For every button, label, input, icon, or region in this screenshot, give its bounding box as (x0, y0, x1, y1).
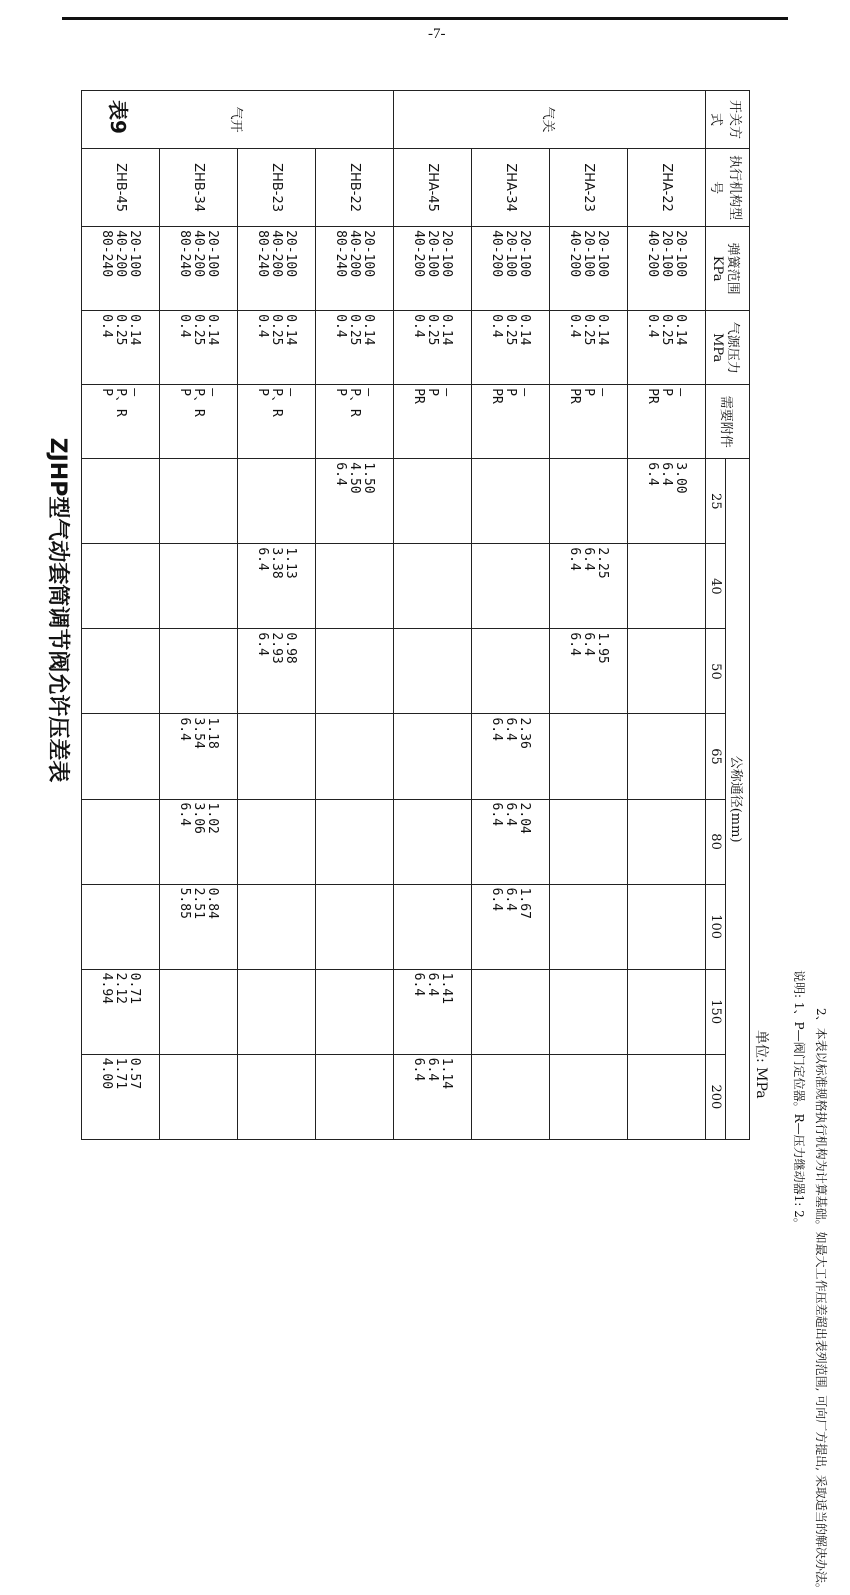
dn-50-cell-value: 6.4 (581, 632, 597, 656)
air-supply-cell-value: 0.4 (333, 314, 349, 338)
dn-200-cell (550, 1054, 628, 1139)
dn-80-cell-value: 2.04 (517, 802, 533, 834)
accessory-cell-value: P、R (113, 388, 129, 417)
spring-range-cell-value: 20-100 (439, 230, 455, 278)
dn-80-cell (472, 799, 550, 884)
dn-25-cell (82, 459, 160, 544)
note-1: 说明: 1、P—阀门定位器。R—压力继动器1: 2。 (792, 970, 806, 1230)
spring-range-cell-value: 20-100 (503, 230, 519, 278)
air-supply-cell-value: 0.25 (503, 314, 519, 346)
header-dn-25: 25 (706, 459, 726, 544)
dn-80-cell-value: 6.4 (503, 802, 519, 827)
dn-40-cell-value: 6.4 (581, 547, 597, 571)
model-cell: ZHA-45 (394, 149, 472, 227)
dn-150-cell (472, 969, 550, 1054)
dn-40-cell (394, 544, 472, 629)
dn-40-cell (628, 544, 706, 629)
spring-range-cell-value: 20-100 (361, 230, 377, 278)
pressure-diff-table (81, 90, 750, 1140)
dn-40-cell (316, 544, 394, 629)
dn-200-cell-value: 6.4 (411, 1057, 427, 1082)
dn-200-cell (82, 1054, 160, 1139)
header-dn-150: 150 (706, 969, 726, 1054)
accessory-cell-value: — (517, 388, 533, 397)
dn-80-cell (160, 799, 238, 884)
dn-40-cell-value: 3.38 (269, 547, 285, 579)
air-supply-cell (316, 311, 394, 385)
dn-25-cell-value: 6.4 (333, 462, 349, 486)
dn-100-cell (160, 884, 238, 969)
air-supply-cell-value: 0.14 (439, 314, 455, 346)
header-mode: 开关方式 (706, 91, 750, 149)
dn-200-cell (394, 1054, 472, 1139)
dn-100-cell-value: 6.4 (503, 887, 519, 912)
header-accessory: 需要附件 (706, 385, 750, 459)
dn-65-cell (394, 714, 472, 799)
accessory-cell-value: — (205, 388, 221, 397)
spring-range-cell (550, 227, 628, 311)
accessory-cell-value: PR (489, 388, 505, 404)
dn-150-cell-value: 2.12 (113, 972, 129, 1004)
table-body (82, 91, 706, 1140)
spring-range-cell-value: 20-100 (283, 230, 299, 278)
dn-50-cell (394, 629, 472, 714)
header-model: 执行机构型号 (706, 149, 750, 227)
model-cell: ZHB-34 (160, 149, 238, 227)
accessory-cell-value: P (659, 388, 675, 397)
spring-range-cell-value: 20-100 (581, 230, 597, 278)
dn-80-cell (238, 799, 316, 884)
air-supply-cell-value: 0.4 (177, 314, 193, 338)
dn-40-cell (238, 544, 316, 629)
page-number: -7- (428, 26, 446, 42)
air-supply-cell-value: 0.25 (269, 314, 285, 346)
header-dn-50: 50 (706, 629, 726, 714)
dn-150-cell-value: 4.94 (99, 972, 115, 1004)
air-supply-cell-value: 0.14 (595, 314, 611, 346)
spring-range-cell-value: 40-200 (645, 230, 661, 278)
accessory-cell (628, 385, 706, 459)
unit-label: 单位: MPa (753, 1030, 769, 1099)
air-supply-cell-value: 0.4 (255, 314, 271, 338)
spring-range-cell (316, 227, 394, 311)
air-supply-cell (82, 311, 160, 385)
dn-150-cell-value: 6.4 (425, 972, 441, 997)
accessory-cell (472, 385, 550, 459)
model-cell: ZHA-23 (550, 149, 628, 227)
spring-range-cell-value: 20-100 (595, 230, 611, 278)
dn-200-cell-value: 6.4 (425, 1057, 441, 1082)
table-row (160, 91, 238, 1140)
dn-25-cell (316, 459, 394, 544)
dn-200-cell (628, 1054, 706, 1139)
accessory-cell-value: P (255, 388, 271, 397)
dn-80-cell (316, 799, 394, 884)
dn-40-cell (550, 544, 628, 629)
dn-150-cell (82, 969, 160, 1054)
spring-range-cell-value: 80-240 (255, 230, 271, 278)
dn-25-cell (472, 459, 550, 544)
air-supply-cell-value: 0.4 (645, 314, 661, 338)
dn-65-cell-value: 6.4 (177, 717, 193, 741)
model-cell: ZHB-45 (82, 149, 160, 227)
spring-range-cell-value: 40-200 (113, 230, 129, 278)
accessory-cell-value: P (177, 388, 193, 397)
dn-100-cell-value: 6.4 (489, 887, 505, 912)
accessory-cell-value: P (581, 388, 597, 397)
spring-range-cell-value: 80-240 (99, 230, 115, 278)
model-cell: ZHB-22 (316, 149, 394, 227)
dn-150-cell (238, 969, 316, 1054)
dn-150-cell-value: 6.4 (411, 972, 427, 997)
air-supply-cell-value: 0.4 (567, 314, 583, 338)
air-supply-cell-value: 0.4 (489, 314, 505, 338)
accessory-cell-value: P、R (269, 388, 285, 417)
dn-200-cell (238, 1054, 316, 1139)
dn-25-cell (160, 459, 238, 544)
accessory-cell (550, 385, 628, 459)
table-row (472, 91, 550, 1140)
spring-range-cell-value: 80-240 (177, 230, 193, 278)
dn-40-cell (472, 544, 550, 629)
air-supply-cell-value: 0.14 (127, 314, 143, 346)
dn-80-cell-value: 6.4 (177, 802, 193, 827)
air-supply-cell-value: 0.4 (411, 314, 427, 338)
spring-range-cell-value: 20-100 (425, 230, 441, 278)
dn-100-cell (316, 884, 394, 969)
dn-65-cell-value: 6.4 (503, 717, 519, 741)
dn-80-cell (82, 799, 160, 884)
table-row (628, 91, 706, 1140)
dn-80-cell (628, 799, 706, 884)
dn-40-cell (160, 544, 238, 629)
dn-150-cell-value: 1.41 (439, 972, 455, 1004)
dn-100-cell-value: 2.51 (191, 887, 207, 919)
dn-25-cell-value: 4.50 (347, 462, 363, 494)
dn-50-cell-value: 6.4 (255, 632, 271, 656)
model-cell: ZHB-23 (238, 149, 316, 227)
dn-200-cell-value: 1.14 (439, 1057, 455, 1090)
mode-cell: 气关 (394, 91, 706, 149)
dn-100-cell (628, 884, 706, 969)
table-title: ZJHP型气动套筒调节阀允许压差表 (45, 437, 70, 783)
dn-100-cell-value: 0.84 (205, 887, 221, 919)
dn-65-cell-value: 6.4 (489, 717, 505, 741)
spring-range-cell (82, 227, 160, 311)
dn-200-cell-value: 4.00 (99, 1057, 115, 1090)
spring-range-cell-value: 40-200 (411, 230, 427, 278)
spring-range-cell-value: 40-200 (191, 230, 207, 278)
dn-65-cell (472, 714, 550, 799)
dn-100-cell (238, 884, 316, 969)
dn-40-cell-value: 6.4 (255, 547, 271, 571)
accessory-cell-value: P (99, 388, 115, 397)
accessory-cell-value: P (425, 388, 441, 397)
dn-80-cell-value: 6.4 (489, 802, 505, 827)
dn-80-cell-value: 1.02 (205, 802, 221, 834)
dn-50-cell (82, 629, 160, 714)
dn-200-cell (160, 1054, 238, 1139)
header-dn-80: 80 (706, 799, 726, 884)
spring-range-cell (472, 227, 550, 311)
air-supply-cell-value: 0.25 (659, 314, 675, 346)
air-supply-cell (238, 311, 316, 385)
accessory-cell-value: P、R (347, 388, 363, 417)
dn-50-cell (550, 629, 628, 714)
air-supply-cell (160, 311, 238, 385)
dn-65-cell (238, 714, 316, 799)
air-supply-cell-value: 0.14 (361, 314, 377, 346)
note-2: 2、本表以标准规格执行机构为计算基础。如最大工作压差超出表列范围, 可向厂方提出, 采取适当的解决办法。 (814, 1008, 828, 1595)
header-dn-100: 100 (706, 884, 726, 969)
dn-25-cell-value: 1.50 (361, 462, 377, 494)
dn-40-cell (82, 544, 160, 629)
dn-50-cell-value: 6.4 (567, 632, 583, 656)
dn-65-cell-value: 1.18 (205, 717, 221, 749)
accessory-cell (238, 385, 316, 459)
air-supply-cell-value: 0.14 (517, 314, 533, 346)
dn-80-cell-value: 3.06 (191, 802, 207, 834)
dn-100-cell (472, 884, 550, 969)
spring-range-cell-value: 40-200 (269, 230, 285, 278)
air-supply-cell-value: 0.4 (99, 314, 115, 338)
header-air-supply: 气源压力 MPa (706, 311, 750, 385)
dn-100-cell (394, 884, 472, 969)
header-dn-200: 200 (706, 1054, 726, 1139)
dn-100-cell (82, 884, 160, 969)
air-supply-cell-value: 0.14 (205, 314, 221, 346)
dn-25-cell-value: 6.4 (645, 462, 661, 486)
dn-200-cell (472, 1054, 550, 1139)
air-supply-cell-value: 0.25 (347, 314, 363, 346)
air-supply-cell (550, 311, 628, 385)
dn-150-cell-value: 0.71 (127, 972, 143, 1004)
dn-40-cell-value: 1.13 (283, 547, 299, 579)
dn-50-cell (628, 629, 706, 714)
dn-150-cell (550, 969, 628, 1054)
table-row (316, 91, 394, 1140)
dn-150-cell (316, 969, 394, 1054)
accessory-cell-value: — (361, 388, 377, 397)
table-row (550, 91, 628, 1140)
dn-65-cell-value: 3.54 (191, 717, 207, 749)
accessory-cell-value: — (127, 388, 143, 397)
accessory-cell-value: P (503, 388, 519, 397)
accessory-cell-value: P (333, 388, 349, 397)
spring-range-cell-value: 80-240 (333, 230, 349, 278)
spring-range-cell (628, 227, 706, 311)
accessory-cell-value: — (673, 388, 689, 397)
accessory-cell-value: PR (645, 388, 661, 404)
table-row (394, 91, 472, 1140)
dn-50-cell (472, 629, 550, 714)
spring-range-cell-value: 20-100 (659, 230, 675, 278)
dn-40-cell-value: 6.4 (567, 547, 583, 571)
accessory-cell-value: P、R (191, 388, 207, 417)
dn-100-cell-value: 5.85 (177, 887, 193, 919)
accessory-cell (160, 385, 238, 459)
model-cell: ZHA-34 (472, 149, 550, 227)
dn-200-cell-value: 0.57 (127, 1057, 143, 1090)
accessory-cell-value: — (439, 388, 455, 397)
dn-65-cell (628, 714, 706, 799)
table-row (238, 91, 316, 1140)
dn-150-cell (160, 969, 238, 1054)
air-supply-cell-value: 0.25 (425, 314, 441, 346)
spring-range-cell-value: 20-100 (127, 230, 143, 278)
dn-65-cell (316, 714, 394, 799)
dn-200-cell-value: 1.71 (113, 1057, 129, 1090)
header-row-1 (726, 91, 750, 1140)
accessory-cell-value: — (283, 388, 299, 397)
dn-100-cell (550, 884, 628, 969)
accessory-cell (82, 385, 160, 459)
dn-50-cell (238, 629, 316, 714)
dn-40-cell-value: 2.25 (595, 547, 611, 579)
air-supply-cell-value: 0.14 (673, 314, 689, 346)
header-dn-40: 40 (706, 544, 726, 629)
dn-65-cell-value: 2.36 (517, 717, 533, 749)
air-supply-cell-value: 0.14 (283, 314, 299, 346)
table-number: 表9 (106, 100, 130, 134)
spring-range-cell-value: 20-100 (673, 230, 689, 278)
mode-cell: 气开 (82, 91, 394, 149)
dn-25-cell (238, 459, 316, 544)
dn-80-cell (550, 799, 628, 884)
spring-range-cell-value: 40-200 (347, 230, 363, 278)
dn-80-cell (394, 799, 472, 884)
dn-25-cell-value: 6.4 (659, 462, 675, 486)
dn-25-cell (394, 459, 472, 544)
spring-range-cell (238, 227, 316, 311)
air-supply-cell-value: 0.25 (581, 314, 597, 346)
table-row (82, 91, 160, 1140)
dn-100-cell-value: 1.67 (517, 887, 533, 919)
dn-65-cell (160, 714, 238, 799)
spring-range-cell (160, 227, 238, 311)
accessory-cell-value: PR (567, 388, 583, 404)
dn-50-cell-value: 1.95 (595, 632, 611, 664)
air-supply-cell (628, 311, 706, 385)
spring-range-cell (394, 227, 472, 311)
dn-50-cell (160, 629, 238, 714)
air-supply-cell-value: 0.25 (113, 314, 129, 346)
dn-50-cell (316, 629, 394, 714)
air-supply-cell (394, 311, 472, 385)
spring-range-cell-value: 20-100 (517, 230, 533, 278)
air-supply-cell (472, 311, 550, 385)
model-cell: ZHA-22 (628, 149, 706, 227)
accessory-cell-value: — (595, 388, 611, 397)
dn-150-cell (394, 969, 472, 1054)
accessory-cell (316, 385, 394, 459)
spring-range-cell-value: 20-100 (205, 230, 221, 278)
header-spring-range: 弹簧范围 KPa (706, 227, 750, 311)
spring-range-cell-value: 40-200 (489, 230, 505, 278)
dn-150-cell (628, 969, 706, 1054)
spring-range-cell-value: 40-200 (567, 230, 583, 278)
accessory-cell (394, 385, 472, 459)
dn-50-cell-value: 0.98 (283, 632, 299, 664)
dn-25-cell (550, 459, 628, 544)
top-rule (62, 17, 788, 20)
dn-50-cell-value: 2.93 (269, 632, 285, 664)
rotated-page-content (45, 60, 850, 1160)
dn-65-cell (550, 714, 628, 799)
dn-25-cell (628, 459, 706, 544)
accessory-cell-value: PR (411, 388, 427, 404)
dn-65-cell (82, 714, 160, 799)
dn-200-cell (316, 1054, 394, 1139)
header-dn-65: 65 (706, 714, 726, 799)
header-dn-group: 公称通径(mm) (726, 459, 750, 1140)
air-supply-cell-value: 0.25 (191, 314, 207, 346)
dn-25-cell-value: 3.00 (673, 462, 689, 494)
